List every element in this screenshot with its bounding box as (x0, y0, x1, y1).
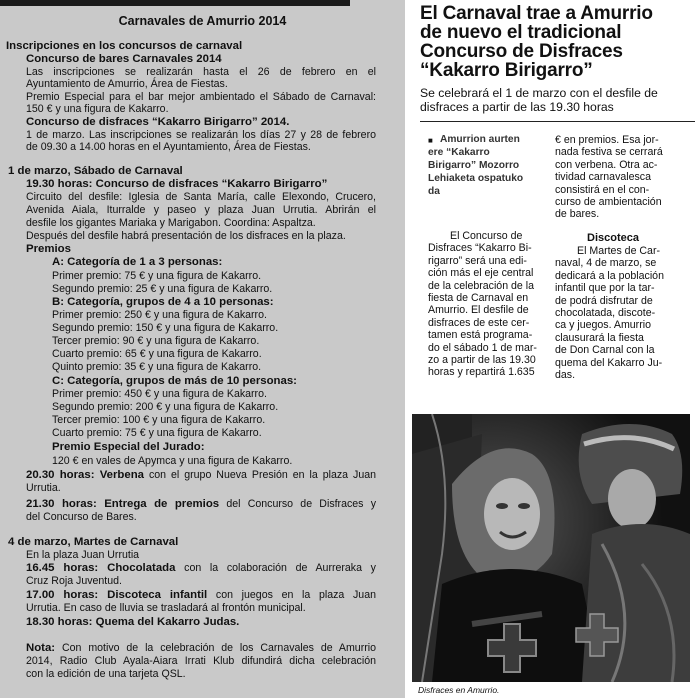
carnival-photo (412, 414, 690, 682)
body-line: fiesta de Carnaval en (428, 292, 529, 304)
program-line: Ayuntamiento de Amurrio, Área de Fiestas. (26, 78, 228, 90)
program-line: Cuarto premio: 75 € y una figura de Kakarro. (52, 427, 262, 439)
body-line: ción más el eje central (428, 267, 534, 280)
body-line: naval, 4 de marzo, se (555, 257, 657, 270)
program-line: Concurso de disfraces “Kakarro Birigarro” 2014. (26, 116, 290, 128)
headline-line-2: de nuevo el tradicional (420, 22, 622, 43)
program-line: Inscripciones en los concursos de carnaval (6, 40, 243, 52)
body-line: El Martes de Car- (577, 245, 661, 257)
program-line: Segundo premio: 25 € y una figura de Kakarro. (52, 283, 273, 295)
body-line: infantil que por la tar- (555, 282, 655, 295)
program-line: Cuarto premio: 65 € y una figura de Kakarro. (52, 348, 262, 360)
program-line: 17.00 horas: Discoteca infantil con juegos en la plaza Juan (26, 589, 376, 601)
program-line: Tercer premio: 90 € y una figura de Kakarro. (52, 335, 260, 347)
program-line: del Concurso de Bares. (26, 511, 137, 523)
program-line: Premios (26, 243, 71, 255)
program-line: 16.45 horas: Chocolatada con la colaboración de Aurreraka y (26, 562, 376, 574)
program-line: Quinto premio: 35 € y una figura de Kakarro. (52, 361, 262, 373)
body-line: chocolatada, discote- (555, 307, 656, 319)
body-line: tamen está programa- (428, 329, 533, 342)
program-line: Primer premio: 450 € y una figura de Kakarro. (52, 388, 267, 400)
body-line: disfraces de este cer- (428, 316, 530, 329)
body-line: dedicará a la población (555, 269, 664, 282)
lead-line: ere “Kakarro (428, 147, 490, 158)
program-line: A: Categoría de 1 a 3 personas: (52, 256, 223, 268)
program-line: Nota: Con motivo de la celebración de los Carnavales de Amurrio (26, 642, 376, 654)
program-line: Primer premio: 250 € y una figura de Kakarro. (52, 309, 267, 321)
headline-line-4: “Kakarro Birigarro” (420, 60, 593, 81)
subheading-discoteca: Discoteca (587, 232, 639, 244)
body-line: tividad carnavalesca (555, 171, 651, 184)
body-line: zo a partir de las 19.30 (428, 354, 536, 366)
body-line: de Don Carnal con la (555, 344, 655, 357)
program-line: Urrutia. (26, 482, 61, 494)
program-line: Circuito del desfile: Iglesia de Santa María, calle Elexondo, Crucero, (26, 191, 376, 203)
program-line: Segundo premio: 200 € y una figura de Kakarro. (52, 401, 279, 413)
program-line: Avenida Aiala, Iturralde y paseo y plaza Juan Urrutia. Abrirán el (26, 204, 376, 216)
body-line: das. (555, 369, 576, 381)
program-line: B: Categoría, grupos de 4 a 10 personas: (52, 296, 274, 308)
program-line: 21.30 horas: Entrega de premios del Concurso de Disfraces y (26, 498, 376, 510)
lead-line: Amurrion aurten (440, 134, 520, 145)
body-line: clausurará la fiesta (555, 331, 644, 344)
subhead-line-2: disfraces a partir de las 19.30 horas (420, 100, 614, 114)
body-line: ca y juegos. Amurrio (555, 319, 651, 332)
lead-line: Birigarro” Mozorro (428, 160, 520, 171)
body-line: de podrá disfrutar de (555, 294, 653, 307)
body-line: € en premios. Esa jor- (555, 134, 659, 146)
program-line: 20.30 horas: Verbena con el grupo Nueva Presión en la plaza Juan (26, 469, 376, 481)
program-line: 1 de marzo. Las inscripciones se realizarán los días 27 y 28 de febrero (26, 129, 376, 141)
program-line: 18.30 horas: Quema del Kakarro Judas. (26, 616, 240, 628)
program-line: Premio Especial para el bar mejor ambientado el Sábado de Carnaval: (26, 91, 376, 103)
program-line: Concurso de bares Carnavales 2014 (26, 53, 222, 65)
program-line: con la edición de una tarjeta QSL. (26, 668, 186, 680)
program-line: Urrutia. En caso de lluvia se trasladará al frontón municipal. (26, 602, 306, 614)
body-line: consistirá en el con- (555, 183, 650, 196)
program-line: 2014, Radio Club Ayala-Aiara Irrati Klub difundirá dicha celebración (26, 655, 376, 667)
program-line: Primer premio: 75 € y una figura de Kakarro. (52, 270, 262, 282)
program-line: de 09.30 a 14.00 horas en el Ayuntamiento, Área de Fiestas. (26, 141, 311, 153)
body-line: horas y repartirá 1.635 (428, 366, 535, 379)
program-line: desfile los gigantes Mariaka y Marigabon. Coordina: Aspaltza. (26, 217, 316, 229)
body-line: Amurrio. El desfile de (428, 304, 529, 317)
body-line: con verbena. Otra ac- (555, 158, 658, 171)
subhead-line-1: Se celebrará el 1 de marzo con el desfile de (420, 86, 658, 100)
body-line: quema del Kakarro Ju- (555, 356, 663, 369)
divider (420, 121, 695, 122)
body-line: rigarro” será una edi- (428, 254, 527, 267)
body-line: de bares. (555, 208, 600, 221)
program-line: Después del desfile habrá presentación de los disfraces en la plaza. (26, 230, 346, 242)
square-bullet-icon: ■ (428, 136, 433, 145)
program-line: Tercer premio: 100 € y una figura de Kakarro. (52, 414, 266, 426)
program-line: En la plaza Juan Urrutia (26, 549, 140, 561)
body-line: curso de ambientación (555, 196, 662, 208)
body-line: nada festiva se cerrará (555, 146, 663, 159)
program-line: Las inscripciones se realizarán hasta el 26 de febrero en el (26, 66, 376, 78)
program-line: Segundo premio: 150 € y una figura de Kakarro. (52, 322, 279, 334)
program-line: 1 de marzo, Sábado de Carnaval (8, 165, 183, 177)
lead-line: Lehiaketa ospatuko (428, 173, 524, 184)
lead-line: da (428, 186, 440, 197)
body-line: do el sábado 1 de mar- (428, 341, 537, 354)
program-line: 19.30 horas: Concurso de disfraces “Kakarro Birigarro” (26, 178, 328, 190)
photo-caption: Disfraces en Amurrio. (418, 685, 500, 695)
program-line: C: Categoría, grupos de más de 10 personas: (52, 375, 297, 387)
program-line: Cruz Roja Juventud. (26, 575, 122, 587)
body-line: El Concurso de (450, 230, 523, 242)
body-line: Disfraces “Kakarro Bi- (428, 242, 532, 255)
program-line: 120 € en vales de Apymca y una figura de Kakarro. (52, 455, 293, 467)
headline-line-3: Concurso de Disfraces (420, 41, 623, 62)
program-title: Carnavales de Amurrio 2014 (118, 14, 287, 28)
photo-illustration (412, 414, 690, 682)
headline-line-1: El Carnaval trae a Amurrio (420, 3, 653, 24)
program-line: 4 de marzo, Martes de Carnaval (8, 536, 179, 548)
program-line: Premio Especial del Jurado: (52, 441, 205, 453)
body-line: de la celebración de la (428, 279, 535, 292)
top-bar (0, 0, 350, 6)
program-line: 150 € y una figura de Kakarro. (26, 103, 169, 115)
